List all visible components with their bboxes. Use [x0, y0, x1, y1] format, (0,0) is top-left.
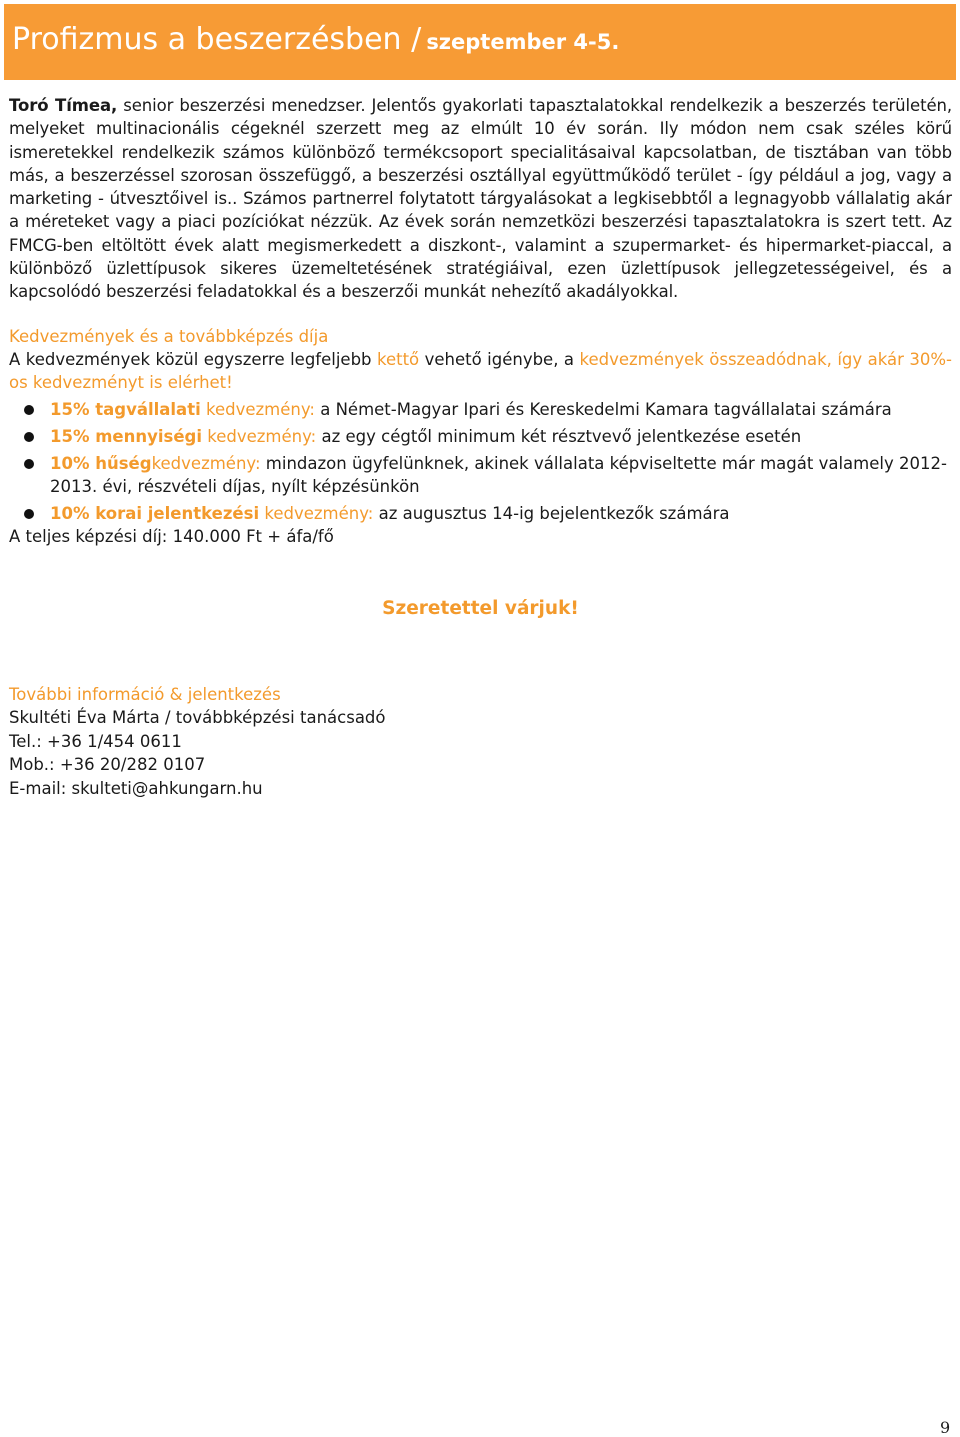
discount-label: kedvezmény:	[151, 453, 261, 473]
discount-percent: 15% mennyiségi	[50, 427, 203, 447]
discount-percent: 10% korai jelentkezési	[50, 503, 260, 523]
discount-percent: 10% hűség	[50, 453, 152, 473]
discount-item-early	[9, 502, 952, 525]
trainer-description: senior beszerzési menedzser. Jelentős gyakorlati tapasztalatokkal rendelkezik a beszerzés területén, melyeket multinacionális cégeknél szerzett meg az elmúlt 10 év során. Ily módon nem csak széles körű ismeretekkel rendelkezik számos különböző termékcsoport specialitásaival kapcsolatban, de tisztában van több más, a beszerzéssel szorosan összefüggő, a beszerzési osztállyal együttműködő terület - így például a jog, vagy a marketing - útvesztőivel is.. Számos partnerrel folytatott tárgyalásokat a legkisebbtől a legnagyobb vállalatig akár a méreteket vagy a piaci pozíciókat nézzük. Az évek során nemzetközi beszerzési tapasztalatokra is szert tett. Az FMCG-ben eltöltött évek alatt megismerkedett a diszkont-, valamint a szupermarket- és hipermarket-piaccal, a különböző üzlettípusok sikeres üzemeltetésének stratégiáival, ezen üzlettípusok jellegzetességeivel, és a kapcsolódó beszerzési feladatokkal és a beszerzői munkát nehezítő akadályokkal.	[9, 96, 952, 302]
contact-mobile: Mob.: +36 20/282 0107	[9, 755, 206, 775]
contact-heading: További információ & jelentkezés	[9, 684, 281, 704]
discounts-intro	[9, 348, 952, 395]
intro-highlight-combined: kedvezmények összeadódnak, így akár 30%-os kedvezményt is elérhet!	[9, 349, 952, 392]
discount-label: kedvezmény:	[200, 400, 315, 420]
full-fee: A teljes képzési díj: 140.000 Ft + áfa/fő	[9, 526, 334, 546]
contact-person: Skultéti Éva Márta / továbbképzési tanácsadó	[9, 708, 386, 728]
trainer-bio	[9, 94, 952, 304]
discount-text: az augusztus 14-ig bejelentkezők számára	[373, 503, 730, 523]
discount-percent: 15% tagvállalati	[50, 400, 201, 420]
discount-label: kedvezmény:	[259, 503, 374, 523]
discount-item-membership	[9, 398, 952, 421]
page-title: Profizmus a beszerzésben /	[12, 22, 422, 57]
bullet-icon	[24, 432, 34, 442]
intro-highlight-count: kettő	[376, 349, 420, 369]
discount-text: a Német-Magyar Ipari és Kereskedelmi Kamara tagvállalatai számára	[314, 400, 892, 420]
trainer-name: Toró Tímea,	[9, 96, 118, 115]
contact-email[interactable]: E-mail: skulteti@ahkungarn.hu	[9, 778, 263, 798]
event-date: szeptember 4-5.	[426, 30, 620, 54]
bullet-icon	[24, 509, 34, 519]
contact-block	[9, 683, 952, 801]
bullet-icon	[24, 459, 34, 469]
title-banner	[4, 4, 956, 80]
intro-text-c: vehető igénybe, a	[419, 349, 580, 369]
discount-item-loyalty	[9, 452, 952, 499]
bullet-icon	[24, 405, 34, 415]
discount-list	[9, 398, 952, 525]
discounts-heading: Kedvezmények és a továbbképzés díja	[9, 326, 329, 346]
intro-text-a: A kedvezmények közül egyszerre legfeljebb	[9, 349, 377, 369]
discount-label: kedvezmény:	[202, 427, 317, 447]
main-content	[9, 94, 952, 800]
welcome-text: Szeretettel várjuk!	[382, 597, 579, 619]
discount-item-quantity	[9, 425, 952, 448]
page-number: 9	[940, 1418, 951, 1437]
discount-text: az egy cégtől minimum két résztvevő jelentkezése esetén	[316, 427, 802, 447]
discount-text: mindazon ügyfelünknek, akinek vállalata képviseltette már magát valamely 2012-2013. évi, részvételi díjas, nyílt képzésünkön	[50, 453, 947, 497]
contact-phone: Tel.: +36 1/454 0611	[9, 731, 182, 751]
